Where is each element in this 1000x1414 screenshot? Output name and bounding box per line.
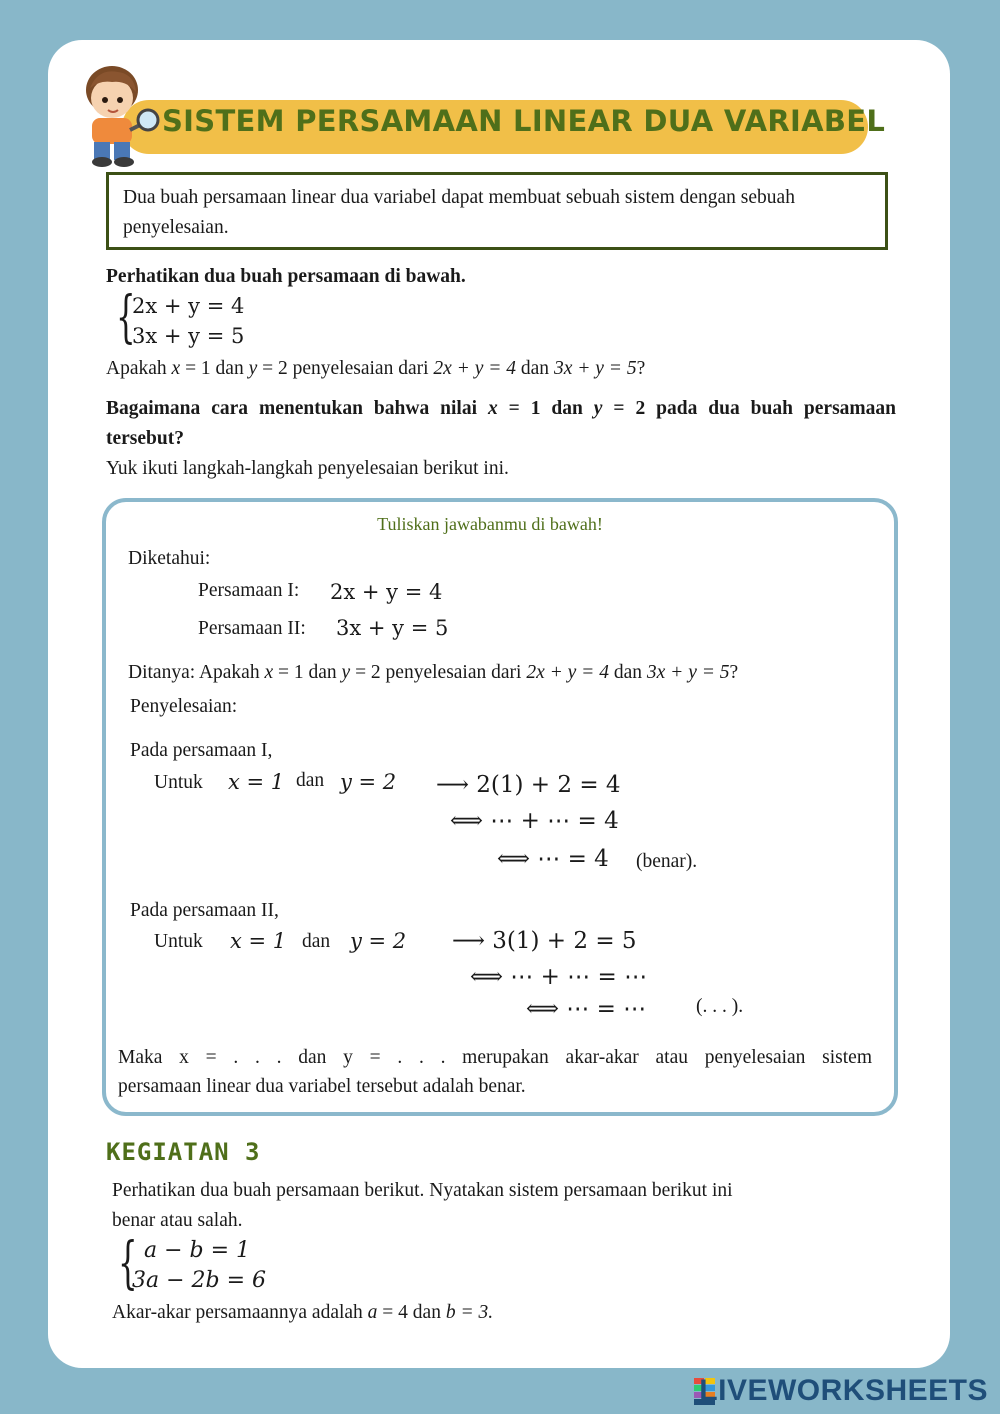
part1-x-value: x = 1 (228, 770, 285, 794)
part1-step3[interactable]: ⟺ ⋯ = 4 (497, 846, 609, 872)
part2-result[interactable]: (. . . ). (696, 996, 744, 1017)
eq2-label: Persamaan II: (198, 618, 306, 639)
part1-step2[interactable]: ⟺ ⋯ + ⋯ = 4 (450, 808, 619, 834)
activity-eq2: 3a − 2b = 6 (132, 1268, 267, 1293)
intro-text: Dua buah persamaan linear dua variabel dapat membuat sebuah sistem dengan sebuah penyelesaian. (123, 187, 795, 238)
solution-label: Penyelesaian: (130, 696, 238, 717)
observe-heading: Perhatikan dua buah persamaan di bawah. (106, 266, 466, 287)
part1-step1: ⟶ 2(1) + 2 = 4 (436, 772, 621, 798)
activity-line1: Perhatikan dua buah persamaan berikut. Nyatakan sistem persamaan berikut ini (112, 1180, 733, 1201)
activity-title: KEGIATAN 3 (106, 1138, 261, 1166)
conclusion-line2: persamaan linear dua variabel tersebut adalah benar. (118, 1076, 526, 1097)
eq1-known: 2x + y = 4 (330, 580, 443, 604)
boy-with-magnifier-illustration (68, 58, 164, 168)
activity-roots: Akar-akar persamaannya adalah a = 4 dan b = 3. (112, 1302, 494, 1323)
part2-x-value: x = 1 (230, 929, 287, 953)
known-label: Diketahui: (128, 548, 211, 569)
part1-heading: Pada persamaan I, (130, 740, 273, 761)
invite-text: Yuk ikuti langkah-langkah penyelesaian berikut ini. (106, 458, 509, 479)
part1-y-value: y = 2 (340, 770, 397, 794)
bold-question-line2: tersebut? (106, 428, 184, 449)
conclusion-line1[interactable]: Maka x = . . . dan y = . . . merupakan akar-akar atau penyelesaian sistem (118, 1047, 872, 1068)
intro-box (106, 172, 888, 250)
eq1-label: Persamaan I: (198, 580, 300, 601)
activity-brace: { (118, 1231, 138, 1296)
eq2-known: 3x + y = 5 (336, 616, 449, 640)
part2-and: dan (302, 931, 331, 952)
page-title: SISTEM PERSAMAAN LINEAR DUA VARIABEL (162, 104, 886, 138)
system1-eq2: 3x + y = 5 (132, 324, 245, 348)
system1-brace: { (116, 285, 136, 350)
part2-heading: Pada persamaan II, (130, 900, 279, 921)
part2-step1: ⟶ 3(1) + 2 = 5 (452, 928, 637, 954)
brand-name[interactable]: LIVEWORKSHEETS (699, 1374, 988, 1407)
question-text: Apakah x = 1 dan y = 2 penyelesaian dari 2x + y = 4 dan 3x + y = 5? (106, 358, 646, 379)
part1-and: dan (296, 770, 325, 791)
system1-eq1: 2x + y = 4 (132, 294, 245, 318)
part1-result: (benar). (636, 851, 698, 872)
part2-step2[interactable]: ⟺ ⋯ + ⋯ = ⋯ (470, 964, 648, 990)
part2-for: Untuk (154, 931, 203, 952)
bold-question-line1: Bagaimana cara menentukan bahwa nilai x = 1 dan y = 2 pada dua buah persamaan (106, 398, 896, 419)
asked-text: Ditanya: Apakah x = 1 dan y = 2 penyelesaian dari 2x + y = 4 dan 3x + y = 5? (128, 662, 739, 683)
part1-for: Untuk (154, 772, 203, 793)
activity-eq1: a − b = 1 (144, 1238, 251, 1263)
answer-instruction: Tuliskan jawabanmu di bawah! (377, 514, 603, 534)
activity-line2: benar atau salah. (112, 1210, 243, 1231)
part2-step3[interactable]: ⟺ ⋯ = ⋯ (526, 996, 647, 1022)
part2-y-value: y = 2 (350, 929, 407, 953)
